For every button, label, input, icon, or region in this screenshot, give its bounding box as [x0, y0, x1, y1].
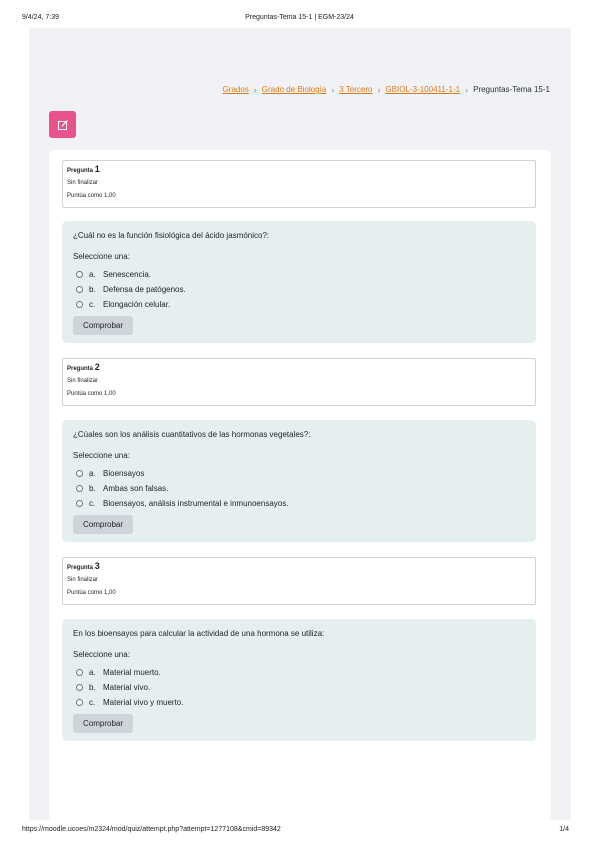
- print-header: [0, 14, 599, 26]
- check-button[interactable]: Comprobar: [73, 515, 133, 534]
- question-grade: Puntúa como 1,00: [67, 590, 116, 596]
- breadcrumb: [223, 85, 550, 94]
- answer-list: [76, 466, 288, 511]
- radio-button[interactable]: [76, 669, 83, 676]
- answer-list: [76, 267, 186, 312]
- answer-list: [76, 665, 183, 710]
- question-grade: Puntúa como 1,00: [67, 193, 116, 199]
- question-state: Sin finalizar: [67, 180, 99, 186]
- answer-prompt: Seleccione una:: [73, 252, 130, 261]
- breadcrumb-link-tercero[interactable]: 3 Tercero: [339, 85, 373, 94]
- breadcrumb-separator-icon: ›: [377, 84, 381, 95]
- radio-button[interactable]: [76, 500, 83, 507]
- question-content-3: [62, 619, 536, 741]
- answer-option-a[interactable]: a. Senescencia.: [76, 267, 186, 282]
- print-url: https://moodle.ucoes/m2324/mod/quiz/attempt.php?attempt=1277108&cmid=89342: [22, 826, 281, 833]
- question-content-1: [62, 221, 536, 343]
- page-content: [29, 28, 571, 820]
- radio-button[interactable]: [76, 286, 83, 293]
- answer-option-c[interactable]: c. Bioensayos, análisis instrumental e inmunoensayos.: [76, 496, 288, 511]
- radio-button[interactable]: [76, 271, 83, 278]
- radio-button[interactable]: [76, 470, 83, 477]
- question-grade: Puntúa como 1,00: [67, 391, 116, 397]
- breadcrumb-separator-icon: ›: [465, 84, 469, 95]
- question-info-1: [62, 160, 536, 208]
- answer-prompt: Seleccione una:: [73, 650, 130, 659]
- answer-option-b[interactable]: b. Material vivo.: [76, 680, 183, 695]
- question-state: Sin finalizar: [67, 378, 99, 384]
- print-datetime: 9/4/24, 7:39: [22, 14, 59, 21]
- edit-icon: [57, 119, 69, 131]
- answer-prompt: Seleccione una:: [73, 451, 130, 460]
- question-info-2: [62, 358, 536, 406]
- breadcrumb-link-grados[interactable]: Grados: [222, 85, 249, 94]
- breadcrumb-link-grado-biologia[interactable]: Grado de Biología: [261, 85, 327, 94]
- breadcrumb-link-course[interactable]: GBIOL-3-100411-1-1: [385, 85, 461, 94]
- answer-option-c[interactable]: c. Material vivo y muerto.: [76, 695, 183, 710]
- question-text: En los bioensayos para calcular la actividad de una hormona se utiliza:: [73, 629, 325, 638]
- radio-button[interactable]: [76, 485, 83, 492]
- answer-option-a[interactable]: a. Material muerto.: [76, 665, 183, 680]
- question-info-3: [62, 557, 536, 605]
- breadcrumb-separator-icon: ›: [331, 84, 335, 95]
- answer-option-b[interactable]: b. Ambas son falsas.: [76, 481, 288, 496]
- question-text: ¿Cúales son los análisis cuantitativos de las hormonas vegetales?:: [73, 430, 311, 439]
- print-footer: [0, 826, 599, 838]
- answer-option-a[interactable]: a. Bioensayos: [76, 466, 288, 481]
- answer-option-c[interactable]: c. Elongación celular.: [76, 297, 186, 312]
- quiz-region: [49, 150, 551, 820]
- question-state: Sin finalizar: [67, 577, 99, 583]
- check-button[interactable]: Comprobar: [73, 316, 133, 335]
- question-text: ¿Cuál no es la función fisiológica del ácido jasmónico?:: [73, 231, 270, 240]
- print-page-title: Preguntas-Tema 15-1 | EGM-23/24: [245, 14, 354, 21]
- print-page-number: 1/4: [559, 826, 569, 833]
- radio-button[interactable]: [76, 301, 83, 308]
- breadcrumb-separator-icon: ›: [253, 84, 257, 95]
- question-content-2: [62, 420, 536, 542]
- check-button[interactable]: Comprobar: [73, 714, 133, 733]
- quiz-activity-icon: [49, 111, 76, 138]
- radio-button[interactable]: [76, 699, 83, 706]
- question-number: Pregunta 3: [67, 561, 100, 571]
- question-number: Pregunta 2: [67, 362, 100, 372]
- question-number: Pregunta 1: [67, 164, 100, 174]
- answer-option-b[interactable]: b. Defensa de patógenos.: [76, 282, 186, 297]
- radio-button[interactable]: [76, 684, 83, 691]
- breadcrumb-current: Preguntas-Tema 15-1: [473, 85, 550, 94]
